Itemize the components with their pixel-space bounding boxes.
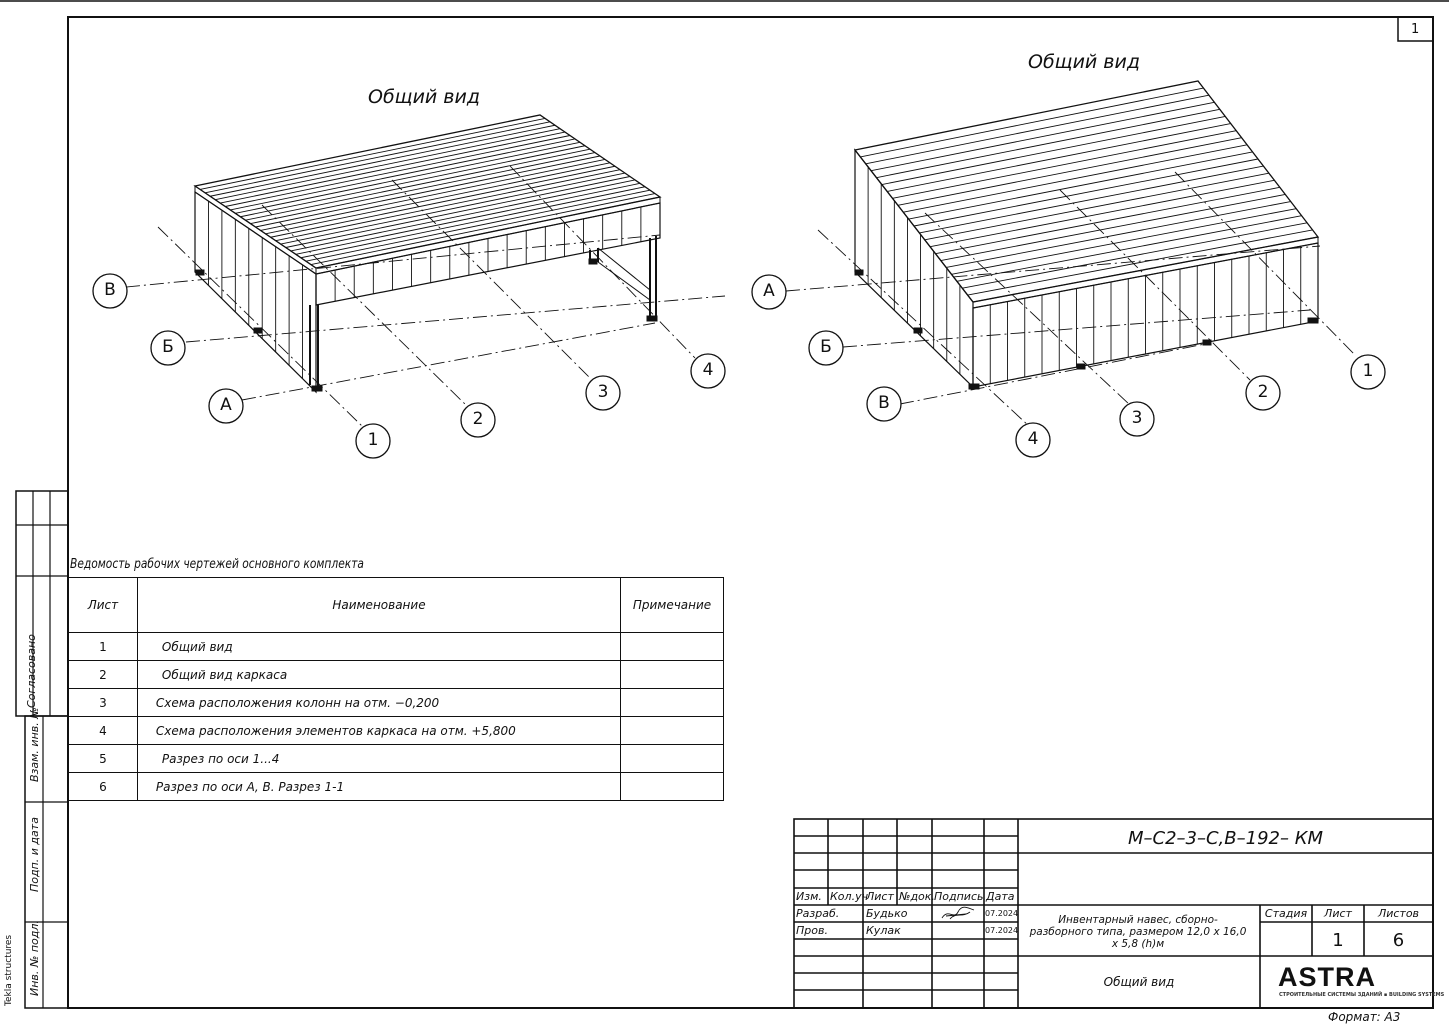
- developer-role: Разраб.: [796, 907, 840, 920]
- right-axis-label-a: А: [763, 281, 775, 301]
- right-axis-label-1: 1: [1362, 361, 1374, 381]
- right-axis-label-b: Б: [820, 337, 832, 357]
- checker-name: Кулак: [866, 924, 901, 937]
- checker-date: 07.2024: [985, 926, 1019, 935]
- document-code: М–С2–3–С,В–192– КМ: [1127, 828, 1324, 849]
- left-axis-label-1: 1: [367, 430, 379, 450]
- format-label: Формат: А3: [1328, 1010, 1401, 1024]
- row-name-text: Разрез по оси 1...4: [161, 751, 280, 766]
- col-header-list: Лист: [866, 890, 894, 903]
- col-header-ndok: №док.: [899, 890, 935, 903]
- right-axis-label-v: В: [878, 393, 890, 413]
- col-header-izm: Изм.: [796, 890, 822, 903]
- row-sheet-cell: 4: [69, 717, 138, 745]
- left-axis-label-a: А: [220, 395, 232, 415]
- col-header-data: Дата: [986, 890, 1015, 903]
- row-sheet-cell: 2: [69, 661, 138, 689]
- col-header-podpis: Подпись: [934, 890, 984, 903]
- header-name-label: Наименование: [332, 598, 426, 612]
- sheets-value: 6: [1392, 930, 1405, 951]
- sheet-name: Общий вид: [1103, 975, 1175, 989]
- left-axis-label-4: 4: [702, 360, 714, 380]
- left-axis-label-3: 3: [597, 382, 609, 402]
- col-header-kol-uch: Кол.уч: [830, 890, 869, 903]
- row-name-text: Разрез по оси А, В. Разрез 1-1: [155, 779, 345, 794]
- left-axis-label-2: 2: [472, 409, 484, 429]
- developer-date: 07.2024: [985, 909, 1019, 918]
- right-axis-label-3: 3: [1131, 408, 1143, 428]
- company-logo: ASTRA: [1278, 962, 1376, 992]
- developer-signature: [940, 906, 976, 922]
- developer-name: Будько: [866, 907, 908, 920]
- header-note-label: Примечание: [632, 598, 712, 612]
- row-sheet-cell: 6: [69, 773, 138, 801]
- drawing-list-title: Ведомость рабочих чертежей основного комплекта: [70, 557, 364, 572]
- side-label-sign-date: Подп. и дата: [28, 817, 41, 892]
- left-axis-label-b: Б: [162, 337, 174, 357]
- sheet-label: Лист: [1324, 907, 1352, 920]
- left-view-title: Общий вид: [368, 86, 480, 108]
- company-tagline: СТРОИТЕЛЬНЫЕ СИСТЕМЫ ЗДАНИЙ ▪ BUILDING SYSTEMS: [1279, 992, 1445, 998]
- checker-role: Пров.: [796, 924, 828, 937]
- row-name-text: Схема расположения элементов каркаса на отм. +5,800: [155, 723, 516, 738]
- right-axis-label-4: 4: [1027, 429, 1039, 449]
- side-label-inv-replace: Взам. инв. №: [28, 707, 41, 782]
- sheets-label: Листов: [1377, 907, 1420, 920]
- row-sheet-cell: 3: [69, 689, 138, 717]
- sheet-corner-number: 1: [1411, 22, 1420, 37]
- row-sheet-cell: 5: [69, 745, 138, 773]
- row-sheet-cell: 1: [69, 633, 138, 661]
- side-label-agreed: Согласовано: [25, 634, 38, 708]
- software-label: Tekla structures: [4, 934, 14, 1006]
- row-name-text: Общий вид: [161, 639, 233, 654]
- header-sheet-label: Лист: [87, 598, 119, 612]
- stage-label: Стадия: [1264, 907, 1308, 920]
- side-label-inv-orig: Инв. № подл.: [28, 920, 41, 996]
- row-name-text: Общий вид каркаса: [161, 667, 288, 682]
- right-axis-label-2: 2: [1257, 382, 1269, 402]
- left-axis-label-v: В: [104, 280, 116, 300]
- row-name-text: Схема расположения колонн на отм. −0,200: [155, 695, 440, 710]
- right-view-title: Общий вид: [1028, 51, 1140, 73]
- project-description: Инвентарный навес, сборно-разборного типа, размером 12,0 х 16,0 х 5,8 (h)м: [1029, 914, 1247, 950]
- sheet-value: 1: [1332, 930, 1344, 951]
